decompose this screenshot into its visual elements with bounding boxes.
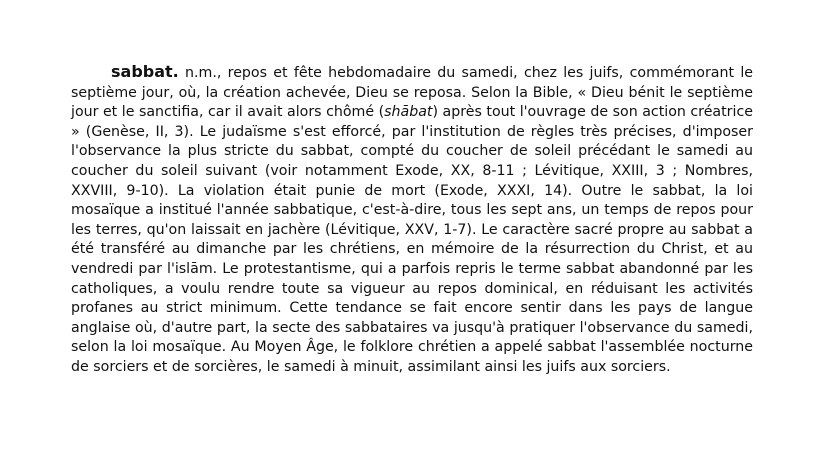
entry-definition-part-2: ) après tout l'ouvrage de son action créatrice » (Genèse, II, 3). Le judaïsme s'est efforcé, par l'institution de règles très précises, d'imposer l'observance la plus stricte du sabbat, compté du coucher de soleil précédant le samedi au coucher du soleil suivant (voir notamment Exode, XX, 8-11 ; Lévitique, XXIII, 3 ; Nombres, XXVIII, 9-10). La violation était punie de mort (Exode, XXXI, 14). Outre le sabbat, la loi mosaïque a institué l'année sabbatique, c'est-à-dire, tous les sept ans, un temps de repos pour les terres, qu'on laissait en jachère (Lévitique, XXV, 1-7). Le caractère sacré propre au sabbat a été transféré au dimanche par les chrétiens, en mémoire de la résurrection du Christ, et au vendredi par l'islām. Le protestantisme, qui a parfois repris le terme sabbat abandonné par les catholiques, a voulu rendre toute sa vigueur au repos dominical, en réduisant les activités profanes au strict minimum. Cette tendance se fait encore sentir dans les pays de langue anglaise où, d'autre part, la secte des sabbataires va jusqu'à pratiquer l'observance du samedi, selon la loi mosaïque. Au Moyen Âge, le folklore chrétien a appelé sabbat l'assemblée nocturne de sorciers et de sorcières, le samedi à minuit, assimilant ainsi les juifs aux sorciers. bbox=[71, 104, 753, 375]
dictionary-entry bbox=[71, 62, 753, 378]
entry-definition-part-1: n.m., repos et fête hebdomadaire du samedi, chez les juifs, commémorant le septième jour, où, la création achevée, Dieu se reposa. Selon la Bible, « Dieu bénit le septième jour et le sanctifia, car il avait alors chômé ( bbox=[71, 65, 753, 121]
entry-headword: sabbat. bbox=[111, 62, 179, 81]
entry-transliteration: shābat bbox=[384, 104, 433, 121]
